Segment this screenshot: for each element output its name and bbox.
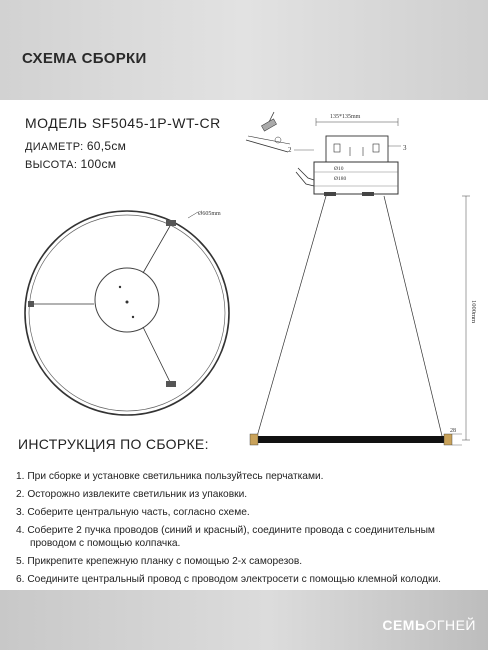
side-view-drawing (238, 100, 488, 460)
ring-end-left (250, 434, 258, 445)
screw-dot-2 (132, 316, 134, 318)
phi180-label: Ø180 (334, 176, 347, 182)
center-dot (126, 301, 129, 304)
callout-3: 3 (403, 144, 407, 152)
callout-2: 2 (288, 146, 292, 154)
instruction-step: 1. При сборке и установке светильника пользуйтесь перчатками. (16, 471, 324, 482)
height-dim-label: 1000mm (470, 300, 477, 324)
mount-tab-top (166, 220, 176, 226)
height-value: 100см (80, 157, 117, 171)
inner-ring (29, 215, 225, 411)
brand-light: ОГНЕЙ (425, 617, 476, 633)
outer-ring (25, 211, 229, 415)
instruction-steps (16, 470, 486, 591)
top-dim-label: 135*135mm (330, 114, 361, 120)
model-name: МОДЕЛЬ SF5045-1P-WT-CR (25, 115, 221, 131)
dim-leader (188, 212, 198, 218)
instruction-step: 2. Осторожно извлеките светильник из упаковки. (16, 489, 248, 500)
height-label: ВЫСОТА: (25, 159, 78, 171)
instruction-step: 3. Соберите центральную часть, согласно схеме. (16, 507, 250, 518)
screw-dot-1 (119, 286, 121, 288)
mount-tab-bottom (166, 381, 176, 387)
instruction-step: проводом с помощью колпачка. (30, 538, 181, 549)
mount-tab-left (28, 301, 34, 307)
instruction-step: 4. Соберите 2 пучка проводов (синий и красный), соедините провода с соединительным (16, 525, 435, 536)
phi10-label: Ø10 (334, 166, 344, 172)
instructions-title: ИНСТРУКЦИЯ ПО СБОРКЕ: (18, 436, 209, 452)
ring-side-view (252, 436, 450, 443)
suspension-cable-right (384, 196, 443, 440)
canopy (314, 162, 398, 194)
ring-end-right (444, 434, 452, 445)
top-view-drawing (10, 200, 240, 440)
canopy-circle (95, 268, 159, 332)
brand-bold: СЕМЬ (382, 617, 426, 633)
diameter-label: ДИАМЕТР: (25, 141, 84, 153)
wire-connector-detail (246, 112, 407, 186)
page-title: СХЕМА СБОРКИ (22, 50, 147, 67)
instruction-step: 6. Соедините центральный провод с проводом электросети с помощью клемной колодки. (16, 574, 441, 585)
cable-top-right (143, 226, 170, 273)
cable-bottom-right (143, 327, 170, 382)
spec-height (25, 157, 116, 171)
ring-diameter-label: Ø605mm (198, 211, 221, 217)
diameter-value: 60,5см (86, 139, 127, 153)
spec-diameter (25, 139, 126, 153)
thickness-label: 28 (450, 428, 456, 434)
brand-logo (382, 617, 476, 633)
instruction-step: 5. Прикрепите крепежную планку с помощью 2-х саморезов. (16, 556, 303, 567)
suspension-cable-left (256, 196, 326, 440)
